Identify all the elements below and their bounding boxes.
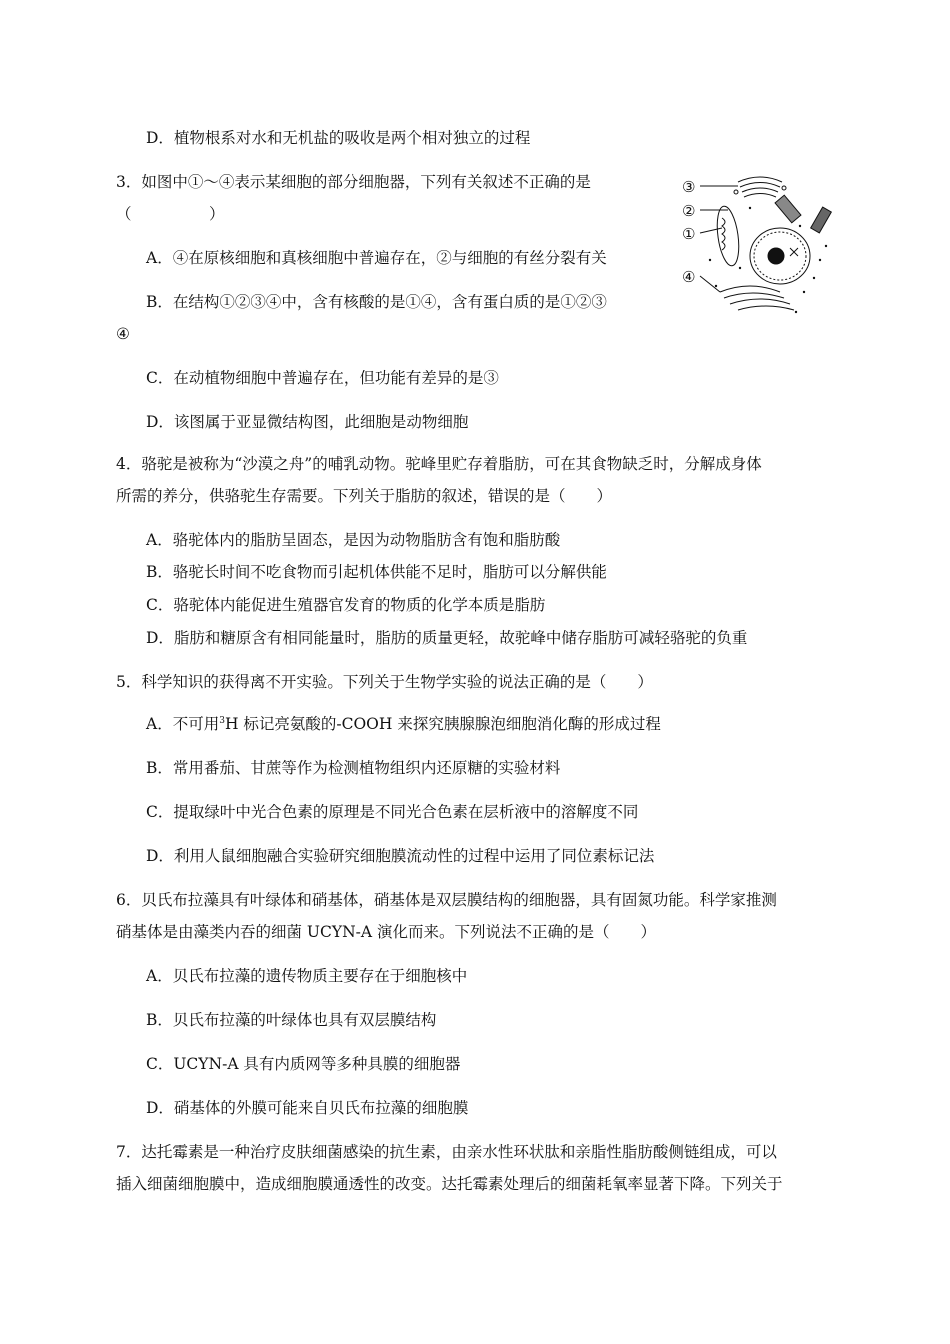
q7-stem-line2: 插入细菌细胞膜中，造成细胞膜通透性的改变。达托霉素处理后的细菌耗氧率显著下降。下列关于 [116, 1175, 783, 1193]
q6-option-b: B．贝氏布拉藻的叶绿体也具有双层膜结构 [146, 1011, 437, 1029]
q6-stem-line1: 6．贝氏布拉藻具有叶绿体和硝基体，硝基体是双层膜结构的细胞器，具有固氮功能。科学家推测 [116, 891, 777, 909]
q3-option-c: C．在动植物细胞中普遍存在，但功能有差异的是③ [146, 369, 499, 387]
q5-option-d: D．利用人鼠细胞融合实验研究细胞膜流动性的过程中运用了同位素标记法 [146, 847, 655, 865]
centrioles [775, 195, 831, 233]
q3-option-b-continued: ④ [116, 325, 130, 343]
q2-option-d: D．植物根系对水和无机盐的吸收是两个相对独立的过程 [146, 129, 531, 147]
q6-stem-line2: 硝基体是由藻类内吞的细菌 UCYN-A 演化而来。下列说法不正确的是（ ） [116, 923, 657, 941]
q4-option-b: B．骆驼长时间不吃食物而引起机体供能不足时，脂肪可以分解供能 [146, 563, 607, 581]
figure-label-1: ① [682, 225, 696, 243]
leader-line-1 [700, 228, 722, 233]
q5-stem: 5．科学知识的获得离不开实验。下列关于生物学实验的说法正确的是（ ） [116, 673, 653, 691]
q3-stem: 3．如图中①～④表示某细胞的部分细胞器，下列有关叙述不正确的是 [116, 173, 591, 191]
q5-option-a-post: H 标记亮氨酸的-COOH 来探究胰腺腺泡细胞消化酶的形成过程 [224, 715, 661, 733]
q3-option-d: D．该图属于亚显微结构图，此细胞是动物细胞 [146, 413, 469, 431]
q5-option-a-pre: A．不可用 [146, 715, 220, 733]
cell-diagram [680, 168, 840, 318]
nucleus [750, 228, 810, 284]
mitochondrion [714, 205, 742, 267]
q4-option-c: C．骆驼体内能促进生殖器官发育的物质的化学本质是脂肪 [146, 596, 546, 614]
q4-stem-line1: 4．骆驼是被称为“沙漠之舟”的哺乳动物。驼峰里贮存着脂肪，可在其食物缺乏时，分解成身体 [116, 455, 762, 473]
q5-option-a-superscript: 3 [219, 715, 225, 726]
figure-label-4: ④ [682, 268, 696, 286]
q6-option-c: C．UCYN-A 具有内质网等多种具膜的细胞器 [146, 1055, 461, 1073]
q5-option-b: B．常用番茄、甘蔗等作为检测植物组织内还原糖的实验材料 [146, 759, 561, 777]
q4-option-a: A．骆驼体内的脂肪呈固态，是因为动物脂肪含有饱和脂肪酸 [146, 531, 561, 549]
q3-answer-paren: （ ） [116, 205, 225, 223]
q5-option-a [146, 714, 661, 734]
figure-label-3: ③ [682, 178, 696, 196]
q5-option-c: C．提取绿叶中光合色素的原理是不同光合色素在层析液中的溶解度不同 [146, 803, 639, 821]
q3-option-a: A．④在原核细胞和真核细胞中普遍存在，②与细胞的有丝分裂有关 [146, 249, 607, 267]
golgi-apparatus [734, 177, 786, 197]
q4-stem-line2: 所需的养分，供骆驼生存需要。下列关于脂肪的叙述，错误的是（ ） [116, 487, 613, 505]
endoplasmic-reticulum [720, 286, 794, 310]
q7-stem-line1: 7．达托霉素是一种治疗皮肤细菌感染的抗生素，由亲水性环状肽和亲脂性脂肪酸侧链组成，可以 [116, 1143, 777, 1161]
q3-option-b: B．在结构①②③④中，含有核酸的是①④，含有蛋白质的是①②③ [146, 293, 607, 311]
figure-label-2: ② [682, 202, 696, 220]
q6-option-d: D．硝基体的外膜可能来自贝氏布拉藻的细胞膜 [146, 1099, 469, 1117]
leader-line-4 [700, 276, 720, 292]
q6-option-a: A．贝氏布拉藻的遗传物质主要存在于细胞核中 [146, 967, 468, 985]
q4-option-d: D．脂肪和糖原含有相同能量时，脂肪的质量更轻，故驼峰中储存脂肪可减轻骆驼的负重 [146, 629, 748, 647]
cell-organelle-figure [680, 168, 840, 318]
